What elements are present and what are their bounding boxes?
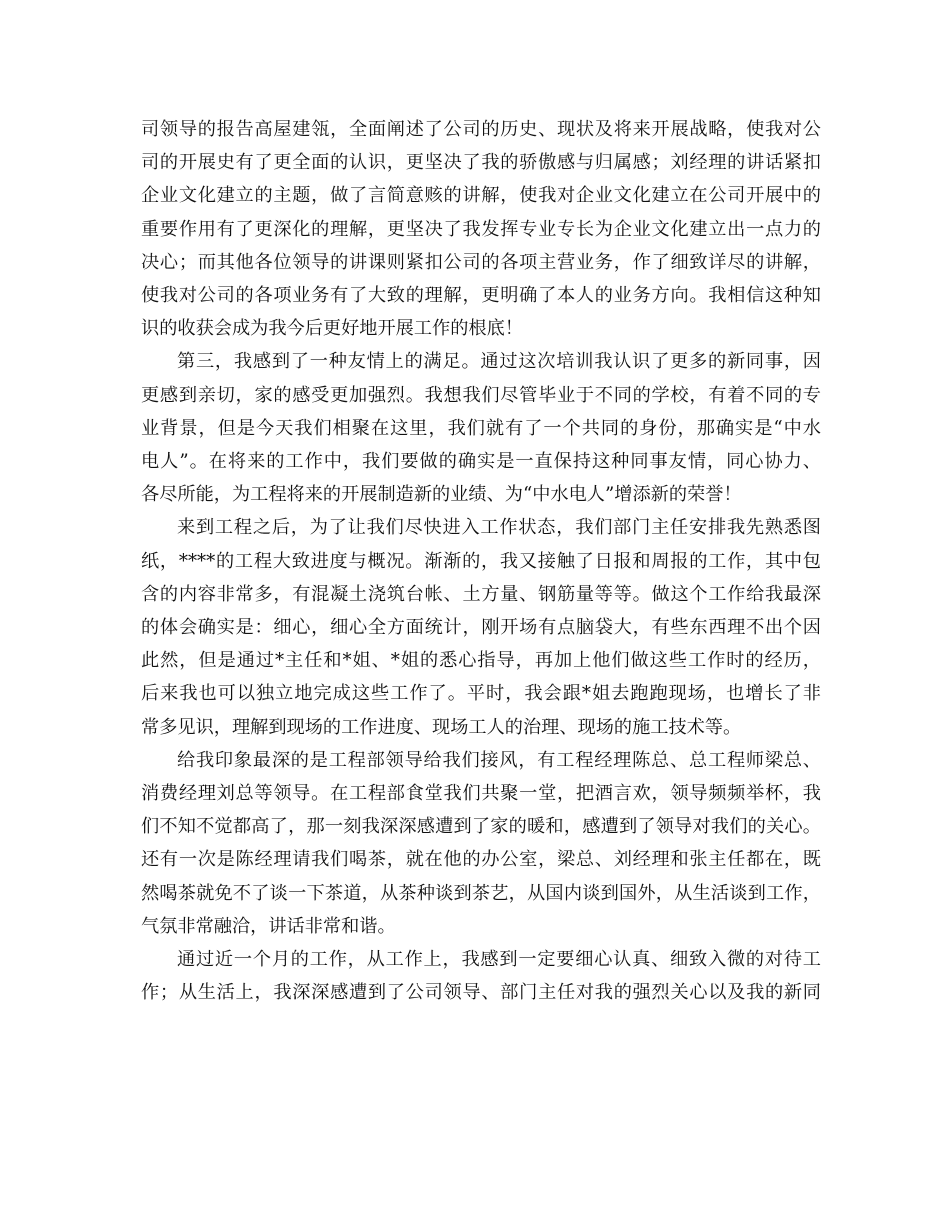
text-line: 第三，我感到了一种友情上的满足。通过这次培训我认识了更多的新同事，因 [177, 351, 821, 373]
text-line: 然喝茶就免不了谈一下茶道，从茶种谈到茶艺，从国内谈到国外，从生活谈到工作， [141, 882, 821, 904]
text-line: 来到工程之后，为了让我们尽快进入工作状态，我们部门主任安排我先熟悉图 [177, 517, 821, 539]
document-body [141, 113, 821, 1009]
text-line: 后来我也可以独立地完成这些工作了。平时，我会跟*姐去跑跑现场，也增长了非 [141, 683, 821, 705]
text-line: 消费经理刘总等领导。在工程部食堂我们共聚一堂，把酒言欢，领导频频举杯，我 [141, 783, 821, 805]
text-line: 纸，****的工程大致进度与概况。渐渐的，我又接触了日报和周报的工作，其中包 [141, 550, 821, 572]
text-line: 重要作用有了更深化的理解，更坚决了我发挥专业专长为企业文化建立出一点力的 [141, 218, 821, 240]
text-line: 作；从生活上，我深深感遭到了公司领导、部门主任对我的强烈关心以及我的新同 [141, 982, 821, 1004]
text-line: 决心；而其他各位领导的讲课则紧扣公司的各项主营业务，作了细致详尽的讲解， [141, 251, 821, 273]
text-line: 各尽所能，为工程将来的开展制造新的业绩、为“中水电人”增添新的荣誉！ [141, 484, 742, 506]
paragraph-3 [141, 511, 821, 743]
text-line: 还有一次是陈经理请我们喝茶，就在他的办公室，梁总、刘经理和张主任都在，既 [141, 849, 821, 871]
text-line: 给我印象最深的是工程部领导给我们接风，有工程经理陈总、总工程师梁总、 [177, 749, 821, 771]
text-line: 常多见识，理解到现场的工作进度、现场工人的治理、现场的施工技术等。 [141, 716, 742, 738]
text-line: 通过近一个月的工作，从工作上，我感到一定要细心认真、细致入微的对待工 [177, 949, 821, 971]
paragraph-2 [141, 345, 821, 511]
paragraph-4 [141, 744, 821, 943]
text-line: 更感到亲切，家的感受更加强烈。我想我们尽管毕业于不同的学校，有着不同的专 [141, 384, 821, 406]
paragraph-1 [141, 113, 821, 345]
text-line: 们不知不觉都高了，那一刻我深深感遭到了家的暖和，感遭到了领导对我们的关心。 [141, 816, 821, 838]
text-line: 识的收获会成为我今后更好地开展工作的根底！ [141, 318, 523, 340]
text-line: 电人”。在将来的工作中，我们要做的确实是一直保持这种同事友情，同心协力、 [141, 451, 821, 473]
text-line: 气氛非常融洽，讲话非常和谐。 [141, 915, 396, 937]
text-line: 企业文化建立的主题，做了言简意赅的讲解，使我对企业文化建立在公司开展中的 [141, 185, 821, 207]
paragraph-5 [141, 943, 821, 1009]
text-line: 业背景，但是今天我们相聚在这里，我们就有了一个共同的身份，那确实是“中水 [141, 417, 821, 439]
text-line: 使我对公司的各项业务有了大致的理解，更明确了本人的业务方向。我相信这种知 [141, 285, 821, 307]
text-line: 含的内容非常多，有混凝土浇筑台帐、土方量、钢筋量等等。做这个工作给我最深 [141, 583, 821, 605]
text-line: 的体会确实是：细心，细心全方面统计，刚开场有点脑袋大，有些东西理不出个因 [141, 617, 821, 639]
text-line: 此然，但是通过*主任和*姐、*姐的悉心指导，再加上他们做这些工作时的经历， [141, 650, 821, 672]
text-line: 司领导的报告高屋建瓴，全面阐述了公司的历史、现状及将来开展战略，使我对公 [141, 119, 821, 140]
text-line: 司的开展史有了更全面的认识，更坚决了我的骄傲感与归属感；刘经理的讲话紧扣 [141, 152, 821, 174]
